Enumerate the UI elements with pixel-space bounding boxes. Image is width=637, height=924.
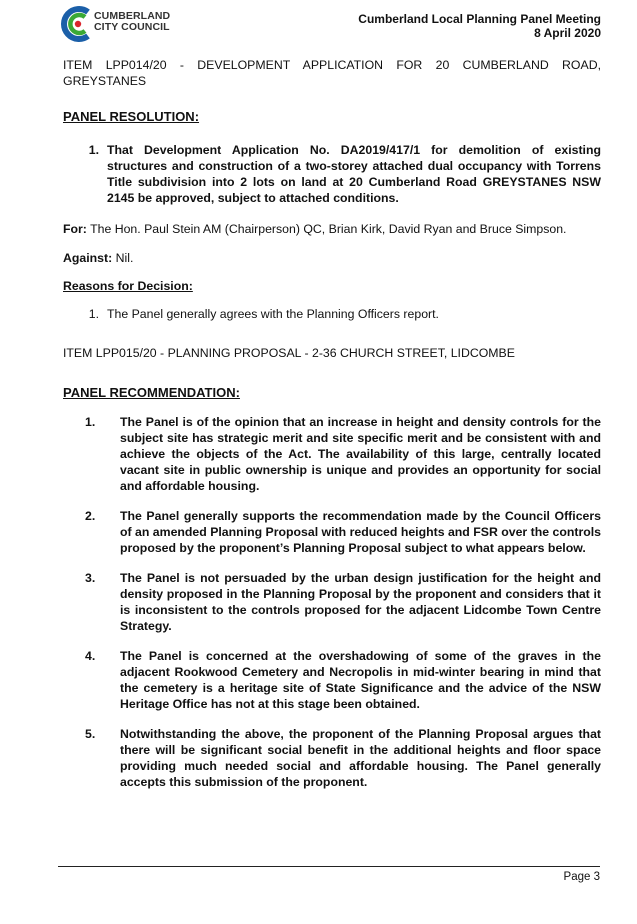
against-label: Against: <box>63 251 113 265</box>
recommendation-text: The Panel is concerned at the overshadowing of some of the graves in the adjacent Rookwood Cemetery and Necropolis in mid-winter bearing in mind that the cemetery is a heritage site of State Significance and the advice of the NSW Heritage Office has not at this stage been obtained. <box>120 649 601 711</box>
logo-line-2: CITY COUNCIL <box>94 21 170 33</box>
recommendation-item <box>63 726 601 790</box>
meeting-title: Cumberland Local Planning Panel Meeting <box>358 12 601 26</box>
recommendation-number: 1. <box>85 415 96 429</box>
logo-line-1: CUMBERLAND <box>94 10 171 22</box>
recommendation-item <box>63 508 601 556</box>
recommendation-list <box>63 414 601 790</box>
footer-divider <box>58 866 600 867</box>
item2-title: ITEM LPP015/20 - PLANNING PROPOSAL - 2-36 CHURCH STREET, LIDCOMBE <box>63 346 515 360</box>
vote-against <box>63 250 601 266</box>
resolution-list <box>63 142 601 206</box>
page-number: Page 3 <box>563 871 600 883</box>
document-body <box>63 57 601 804</box>
reasons-heading: Reasons for Decision: <box>63 279 193 293</box>
resolution-item <box>63 142 601 206</box>
panel-resolution-heading: PANEL RESOLUTION: <box>63 109 200 124</box>
reason-item <box>63 306 601 322</box>
recommendation-item <box>63 570 601 634</box>
recommendation-text: The Panel generally supports the recommendation made by the Council Officers of an amended Planning Proposal with reduced heights and FSR over the controls proposed by the proponent’s Planning Proposal subject to what appears below. <box>120 509 602 555</box>
against-text: Nil. <box>115 251 134 265</box>
reason-text: The Panel generally agrees with the Planning Officers report. <box>107 307 439 321</box>
meeting-date: 8 April 2020 <box>534 26 601 40</box>
recommendation-number: 4. <box>85 649 96 663</box>
recommendation-number: 2. <box>85 509 96 523</box>
recommendation-text: The Panel is of the opinion that an increase in height and density controls for the subject site has strategic merit and site specific merit and be consistent with and achieve the objects of the Act. The availability of this large, centrally located vacant site in public ownership is unique and provides an opportunity for social and affordable housing. <box>120 415 601 493</box>
recommendation-text: The Panel is not persuaded by the urban design justification for the height and density proposed in the Planning Proposal by the proponent and considers that it is inconsistent to the controls proposed for the adjacent Lidcombe Town Centre Strategy. <box>120 571 601 633</box>
recommendation-text: Notwithstanding the above, the proponent of the Planning Proposal argues that there will be significant social benefit in the additional heights and floor space providing much needed social and affordable housing. The Panel generally accepts this submission of the proponent. <box>120 727 601 789</box>
reason-number: 1. <box>88 307 99 321</box>
for-text: The Hon. Paul Stein AM (Chairperson) QC, Brian Kirk, David Ryan and Bruce Simpson. <box>90 222 567 236</box>
recommendation-number: 5. <box>85 727 96 741</box>
recommendation-item <box>63 648 601 712</box>
resolution-number: 1. <box>88 143 99 157</box>
council-logo-mark-icon <box>58 4 98 44</box>
vote-for <box>63 221 601 237</box>
page-header <box>0 0 637 52</box>
meeting-info <box>358 12 601 40</box>
for-label: For: <box>63 222 87 236</box>
panel-recommendation-heading: PANEL RECOMMENDATION: <box>63 385 240 400</box>
logo-wordmark <box>94 11 170 33</box>
recommendation-item <box>63 414 601 494</box>
resolution-text: That Development Application No. DA2019/417/1 for demolition of existing structures and construction of a two-storey attached dual occupancy with Torrens Title subdivision into 2 lots on land at 20 Cumberland Road GREYSTANES NSW 2145 be approved, subject to attached conditions. <box>107 143 601 205</box>
recommendation-number: 3. <box>85 571 96 585</box>
item1-title: ITEM LPP014/20 - DEVELOPMENT APPLICATION FOR 20 CUMBERLAND ROAD, GREYSTANES <box>63 58 601 88</box>
